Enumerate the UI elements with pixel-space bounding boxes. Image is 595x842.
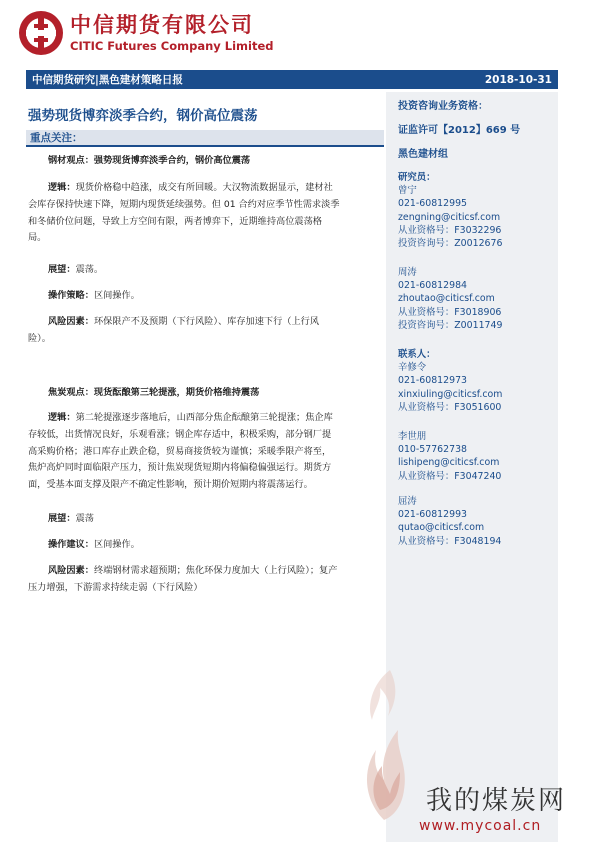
researcher-name: 周涛 [398, 267, 417, 278]
coke-outlook-value: 震荡 [75, 513, 94, 524]
steel-strategy-label: 操作策略： [48, 290, 94, 301]
steel-risk-line: 环保限产不及预期（下行风险）、库存加速下行（上行风 [93, 316, 320, 327]
coke-strategy [48, 537, 380, 554]
contact-email[interactable]: qutao@citicsf.com [398, 522, 485, 534]
contact-block [398, 495, 501, 548]
steel-logic-line: 和冬储价位问题，导致上方空间有限，两者博弈下，近期维持高位震荡格 [28, 215, 322, 227]
steel-outlook [48, 262, 380, 279]
researcher-email[interactable]: zhoutao@citicsf.com [398, 293, 495, 305]
coke-logic-cont [28, 427, 384, 493]
researcher-cert: 从业资格号：F3032296 [398, 224, 502, 236]
steel-strategy [48, 288, 380, 305]
report-title: 强势现货博弈淡季合约，钢价高位震荡 [28, 108, 258, 124]
coke-outlook-label: 展望： [48, 513, 76, 524]
steel-logic-line: 会库存保持快速下降，短期内现货延续强势。但 01 合约对应季节性需求淡季 [28, 199, 340, 210]
coke-risk-line: 终端钢材需求超预期；焦化环保力度加大（上行风险）；复产 [93, 565, 338, 576]
coke-outlook [48, 511, 380, 528]
coke-logic-line: 面，受基本面支撑及限产不确定性影响，预计期价短期内将震荡运行。 [28, 478, 313, 490]
contact-phone: 021-60812973 [398, 375, 467, 387]
coke-risk-line: 压力增强，下游需求持续走弱（下行风险） [28, 582, 203, 593]
company-name-en: CITIC Futures Company Limited [70, 39, 274, 53]
coke-risk [48, 563, 380, 580]
coke-strategy-label: 操作建议： [48, 539, 94, 550]
researcher-name: 曾宁 [398, 185, 417, 197]
steel-logic-label: 逻辑： [48, 182, 76, 193]
coke-logic-line: 第二轮提涨逐步落地后，山西部分焦企酝酿第三轮提涨；焦企库 [75, 412, 333, 423]
watermark-title: 我的煤炭网 [426, 786, 567, 816]
coke-logic-line: 高采购价格；港口库存止跌企稳，贸易商接货较为谨慎；采暖季限产将至， [28, 445, 332, 457]
report-date: 2018-10-31 [484, 73, 552, 86]
watermark-url: www.mycoal.cn [419, 818, 542, 834]
steel-logic-line: 局。 [28, 232, 47, 243]
contacts-block [398, 348, 502, 414]
license-number: 证监许可【2012】669 号 [398, 125, 521, 136]
steel-risk-line: 险）。 [28, 333, 51, 344]
steel-strategy-value: 区间操作。 [93, 290, 140, 301]
steel-risk-label: 风险因素： [48, 316, 94, 327]
coke-logic-line: 焦炉高炉同时面临限产压力，预计焦炭现货短期内将偏稳偏强运行。期货方 [28, 462, 332, 473]
researchers-label: 研究员： [398, 172, 436, 183]
steel-risk-cont [28, 331, 384, 348]
report-series: 中信期货研究|黑色建材策略日报 [32, 74, 183, 86]
contact-cert: 从业资格号：F3051600 [398, 401, 502, 413]
coke-strategy-value: 区间操作。 [93, 539, 140, 550]
contact-phone: 021-60812993 [398, 509, 467, 521]
contact-email[interactable]: lishipeng@citicsf.com [398, 457, 500, 469]
contact-name: 屈涛 [398, 496, 417, 507]
researcher-phone: 021-60812995 [398, 198, 467, 210]
researcher-cert: 投资咨询号：Z0011749 [398, 319, 503, 331]
coke-logic-line: 存较低，出货情况良好，乐观看涨；钢企库存适中，积极采购，部分钢厂提 [28, 429, 332, 440]
researchers-block [398, 171, 502, 250]
focus-heading: 重点关注： [26, 130, 384, 147]
steel-view [48, 153, 380, 170]
researcher-block [398, 266, 502, 332]
steel-view-headline: 钢材观点：强势现货博弈淡季合约，钢价高位震荡 [48, 155, 251, 166]
contact-name: 李世朋 [398, 431, 427, 442]
researcher-phone: 021-60812984 [398, 280, 467, 292]
coke-logic-label: 逻辑： [48, 412, 76, 423]
contact-email[interactable]: xinxiuling@citicsf.com [398, 388, 503, 400]
contact-name: 辛修令 [398, 362, 427, 374]
coke-risk-cont [28, 580, 384, 597]
coke-logic [48, 410, 380, 427]
qualification-title: 投资咨询业务资格： [398, 101, 488, 112]
steel-logic [48, 180, 380, 197]
team-name: 黑色建材组 [398, 149, 448, 160]
citic-logo-icon [18, 10, 64, 56]
researcher-cert: 从业资格号：F3018906 [398, 306, 502, 318]
steel-risk [48, 314, 380, 331]
contact-cert: 从业资格号：F3047240 [398, 470, 502, 482]
contact-block [398, 430, 501, 483]
citic-logo [18, 10, 274, 56]
contacts-label: 联系人： [398, 349, 436, 360]
flame-watermark-icon [354, 660, 414, 830]
researcher-cert: 投资咨询号：Z0012676 [398, 238, 503, 250]
steel-outlook-label: 展望： [48, 264, 76, 275]
coke-risk-label: 风险因素： [48, 565, 94, 576]
coke-view [48, 385, 380, 402]
steel-outlook-value: 震荡。 [75, 264, 104, 275]
researcher-email[interactable]: zengning@citicsf.com [398, 211, 501, 223]
steel-logic-line: 现货价格稳中趋涨，成交有所回暖。大汉物流数据显示，建材社 [75, 182, 333, 193]
company-name-cn: 中信期货有限公司 [70, 13, 254, 37]
report-banner [26, 70, 558, 89]
steel-logic-cont [28, 197, 384, 247]
contact-phone: 010-57762738 [398, 444, 467, 456]
coke-view-headline: 焦炭观点：现货酝酿第三轮提涨，期货价格维持震荡 [48, 387, 260, 398]
contact-cert: 从业资格号：F3048194 [398, 535, 502, 547]
